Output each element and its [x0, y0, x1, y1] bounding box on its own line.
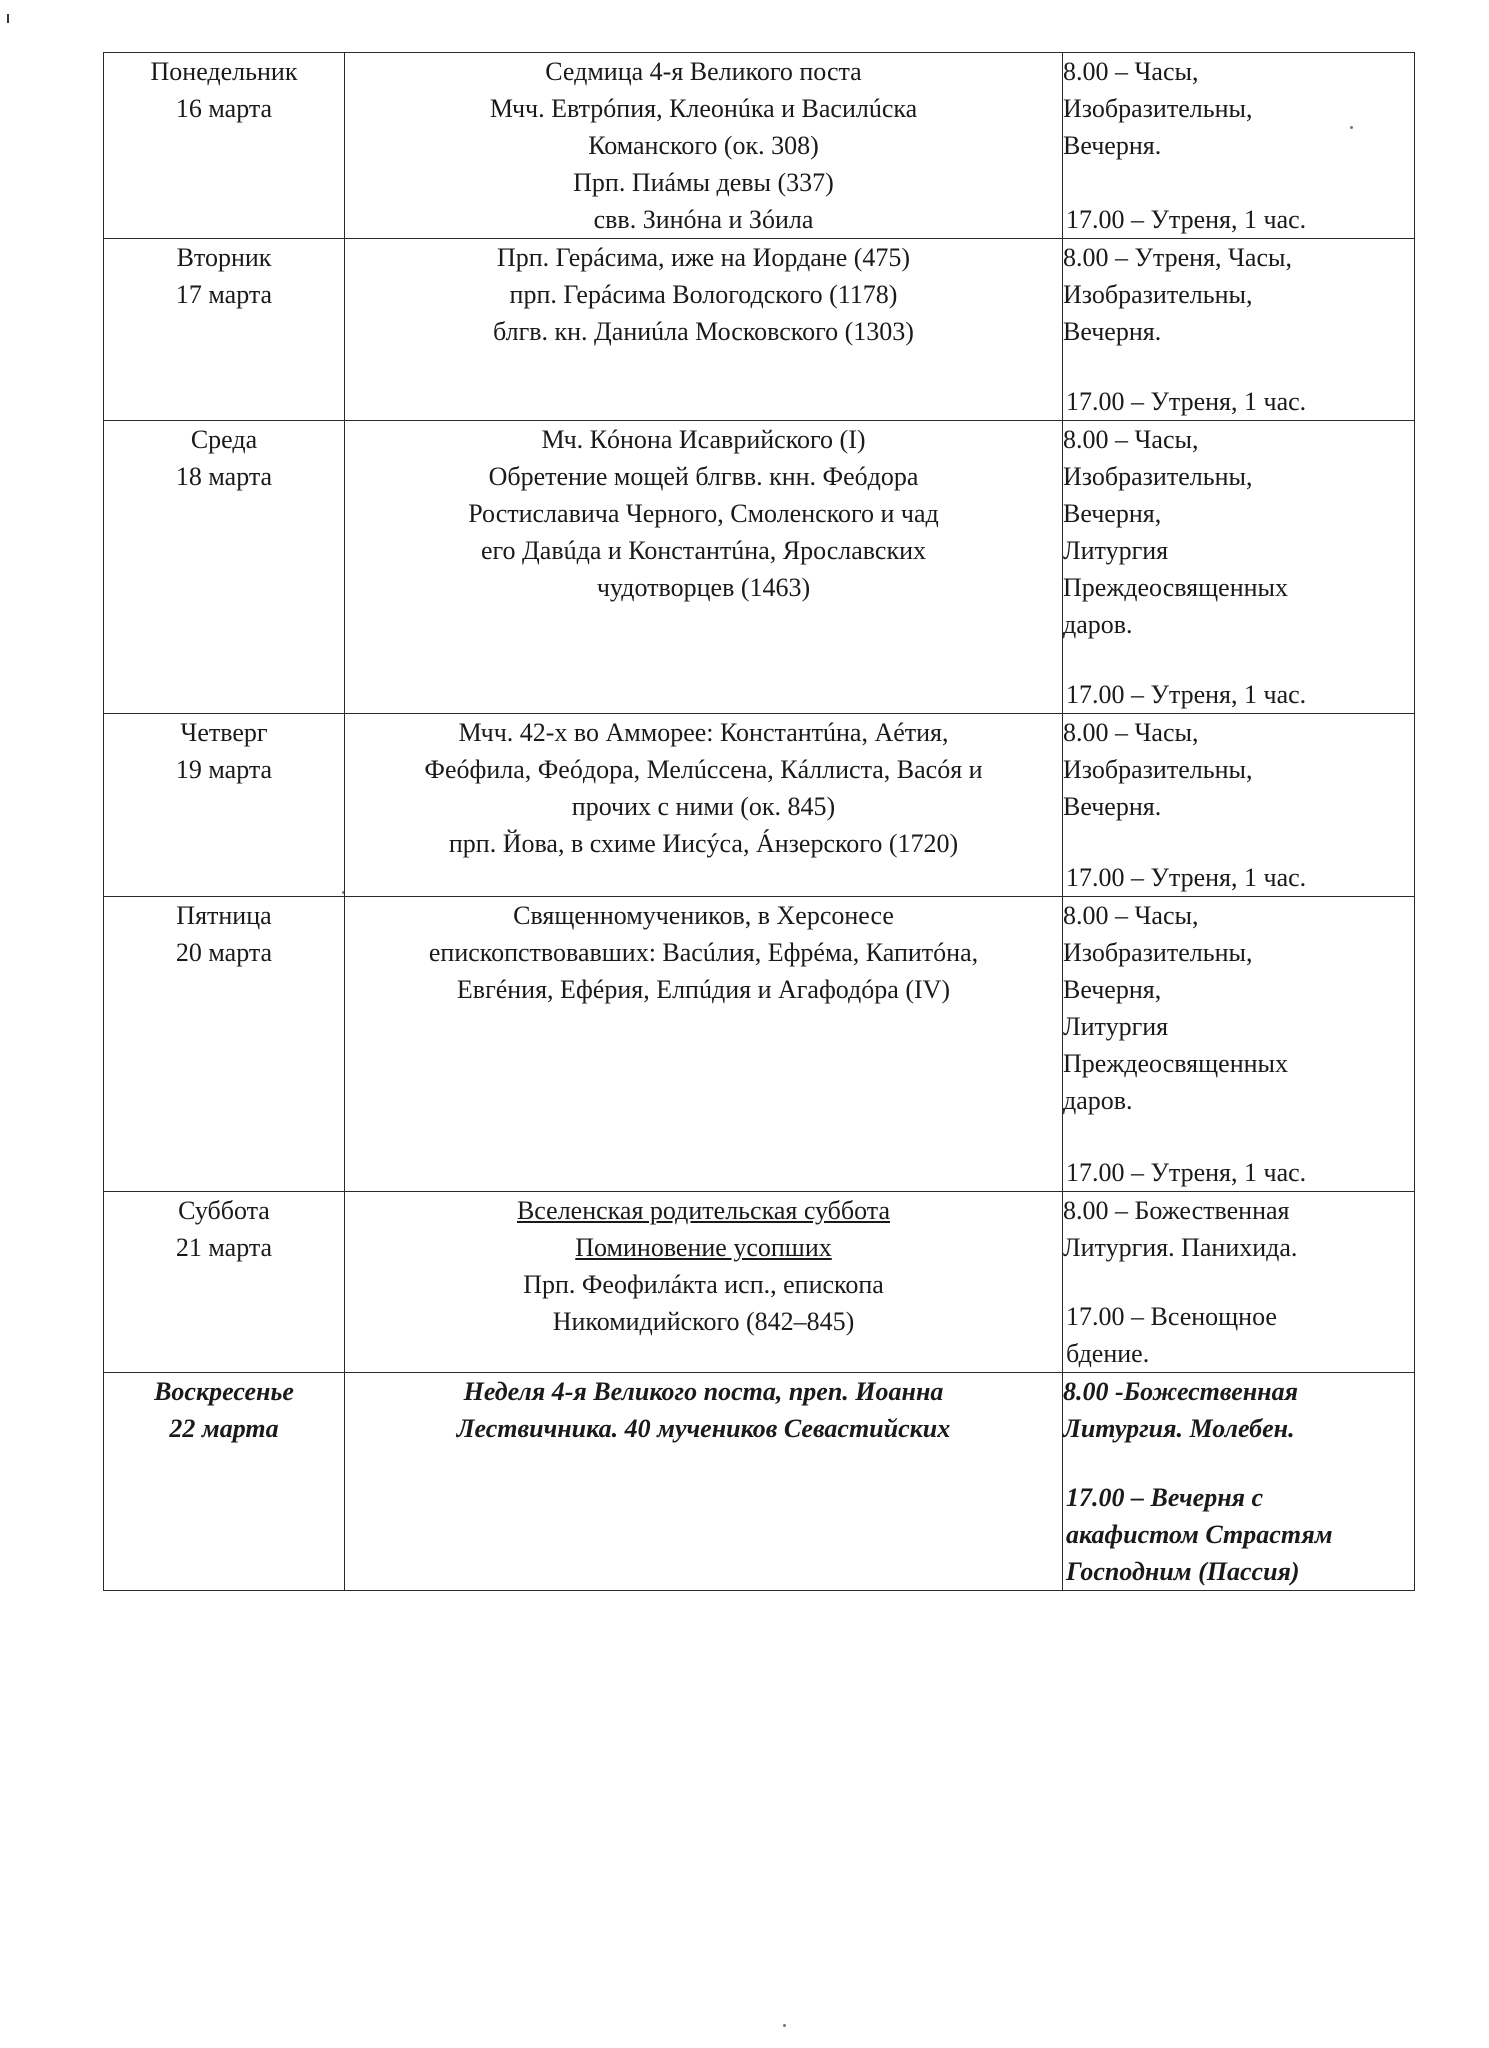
day-name: Воскресенье [154, 1377, 294, 1406]
day-date: 19 марта [175, 755, 273, 784]
saints-line: Феóфила, Феóдора, Мелúссена, Кáллиста, Васóя и [424, 755, 983, 784]
schedule-row [104, 239, 1415, 421]
saints-line: Ростиславича Черного, Смоленского и чад [468, 499, 939, 528]
saints-line: чудотворцев (1463) [596, 573, 811, 602]
morning-service-line: Вечерня. [1063, 792, 1162, 821]
morning-service-line: Преждеосвященных [1063, 1049, 1288, 1078]
saints-line: свв. Зинóна и Зóила [593, 205, 814, 234]
schedule-table [103, 52, 1415, 1591]
morning-service-line: 8.00 – Божественная [1063, 1196, 1290, 1225]
morning-service-line: 8.00 – Часы, [1063, 57, 1199, 86]
evening-service-line: 17.00 – Утреня, 1 час. [1066, 1158, 1307, 1187]
morning-service-line: Изобразительны, [1063, 280, 1253, 309]
day-date: 18 марта [175, 462, 273, 491]
day-date: 17 марта [175, 280, 273, 309]
saints-line: прп. Йова, в схиме Иисýса, Áнзерского (1720) [448, 829, 959, 858]
evening-service-line: 17.00 – Утреня, 1 час. [1066, 387, 1307, 416]
morning-service-line: даров. [1063, 1086, 1133, 1115]
morning-service-line: Изобразительны, [1063, 94, 1253, 123]
morning-service-line: Преждеосвященных [1063, 573, 1288, 602]
day-name: Вторник [176, 243, 272, 272]
day-cell [104, 239, 345, 421]
morning-service-line: Изобразительны, [1063, 938, 1253, 967]
day-cell [104, 1192, 345, 1373]
morning-service-line: Литургия [1063, 1012, 1169, 1041]
day-name: Среда [190, 425, 258, 454]
day-date: 20 марта [175, 938, 273, 967]
morning-service-line: 8.00 – Утреня, Часы, [1063, 243, 1292, 272]
saints-cell [345, 1192, 1063, 1373]
saints-line: Прп. Герáсима, иже на Иордане (475) [496, 243, 911, 272]
day-cell [104, 421, 345, 714]
saints-cell [345, 53, 1063, 239]
evening-service [1066, 201, 1306, 238]
saints-line: прочих с ними (ок. 845) [571, 792, 836, 821]
morning-service-line: Литургия [1063, 536, 1169, 565]
evening-service [1066, 1298, 1277, 1372]
day-name: Пятница [176, 901, 272, 930]
day-name: Понедельник [150, 57, 298, 86]
saints-line: Прп. Феофилáкта исп., епископа [523, 1270, 884, 1299]
saints-line: Никомидийского (842–845) [552, 1307, 855, 1336]
service-cell [1063, 421, 1415, 714]
saints-line: блгв. кн. Даниúла Московского (1303) [493, 317, 914, 346]
saints-heading-underlined: Вселенская родительская суббота [516, 1196, 891, 1225]
morning-service-line: 8.00 – Часы, [1063, 901, 1199, 930]
schedule-row [104, 421, 1415, 714]
day-date: 16 марта [175, 94, 273, 123]
saints-cell [345, 1373, 1063, 1591]
saints-heading-underlined: Поминовение усопших [575, 1233, 832, 1262]
saints-line: Прп. Пиáмы девы (337) [573, 168, 834, 197]
day-cell [104, 53, 345, 239]
morning-service-line: Литургия. Панихида. [1063, 1233, 1298, 1262]
evening-service-line: 17.00 – Всенощное [1066, 1302, 1277, 1331]
morning-service-line: даров. [1063, 610, 1133, 639]
saints-line: Обретение мощей блгвв. кнн. Феóдора [488, 462, 919, 491]
saints-line: Мчч. 42-х во Амморее: Константúна, Аéтия, [458, 718, 949, 747]
service-cell [1063, 53, 1415, 239]
saints-line: Неделя 4-я Великого поста, преп. Иоанна [463, 1377, 944, 1406]
morning-service-line: 8.00 – Часы, [1063, 718, 1199, 747]
service-cell [1063, 1192, 1415, 1373]
day-date: 22 марта [169, 1414, 279, 1443]
morning-service-line: 8.00 -Божественная [1063, 1377, 1299, 1406]
schedule-row [104, 1192, 1415, 1373]
evening-service [1066, 383, 1306, 420]
schedule-row-sunday [104, 1373, 1415, 1591]
day-date: 21 марта [175, 1233, 273, 1262]
scan-speck [783, 2024, 786, 2027]
saints-line: Священномучеников, в Херсонесе [513, 901, 894, 930]
morning-service-line: Литургия. Молебен. [1063, 1414, 1295, 1443]
evening-service [1066, 1479, 1333, 1590]
evening-service-line: 17.00 – Утреня, 1 час. [1066, 863, 1307, 892]
morning-service-line: Вечерня. [1063, 131, 1162, 160]
morning-service-line: Вечерня. [1063, 317, 1162, 346]
evening-service [1066, 676, 1306, 713]
scan-mark [7, 14, 9, 23]
morning-service-line: 8.00 – Часы, [1063, 425, 1199, 454]
saints-cell [345, 239, 1063, 421]
evening-service-line: бдение. [1066, 1339, 1150, 1368]
evening-service-line: 17.00 – Утреня, 1 час. [1066, 680, 1307, 709]
evening-service-line: Господним (Пассия) [1066, 1557, 1300, 1586]
saints-cell [345, 714, 1063, 897]
day-cell [104, 714, 345, 897]
day-name: Четверг [180, 718, 268, 747]
service-cell [1063, 1373, 1415, 1591]
service-cell [1063, 897, 1415, 1192]
morning-service-line: Изобразительны, [1063, 462, 1253, 491]
day-cell [104, 1373, 345, 1591]
evening-service [1066, 859, 1306, 896]
saints-line: Мч. Кóнона Исаврийского (I) [541, 425, 866, 454]
saints-cell [345, 897, 1063, 1192]
saints-line: Седмица 4-я Великого поста [545, 57, 862, 86]
day-cell [104, 897, 345, 1192]
day-name: Суббота [178, 1196, 270, 1225]
saints-line: Команского (ок. 308) [588, 131, 819, 160]
schedule-row [104, 53, 1415, 239]
saints-line: Мчч. Евтрóпия, Клеонúка и Василúска [489, 94, 918, 123]
morning-service-line: Вечерня, [1063, 975, 1162, 1004]
saints-line: Евгéния, Ефéрия, Елпúдия и Агафодóра (IV) [456, 975, 951, 1004]
saints-line: епископствовавших: Васúлия, Ефрéма, Капитóна, [428, 938, 979, 967]
schedule-row [104, 897, 1415, 1192]
saints-line: прп. Герáсима Вологодского (1178) [509, 280, 898, 309]
evening-service-line: акафистом Страстям [1066, 1520, 1333, 1549]
evening-service-line: 17.00 – Вечерня с [1066, 1483, 1264, 1512]
saints-cell [345, 421, 1063, 714]
schedule-row [104, 714, 1415, 897]
saints-line: Лествичника. 40 мучеников Севастийских [456, 1414, 951, 1443]
morning-service-line: Вечерня, [1063, 499, 1162, 528]
morning-service-line: Изобразительны, [1063, 755, 1253, 784]
evening-service [1066, 1154, 1306, 1191]
saints-line: его Давúда и Константúна, Ярославских [481, 536, 926, 565]
evening-service-line: 17.00 – Утреня, 1 час. [1066, 205, 1307, 234]
service-cell [1063, 714, 1415, 897]
service-cell [1063, 239, 1415, 421]
